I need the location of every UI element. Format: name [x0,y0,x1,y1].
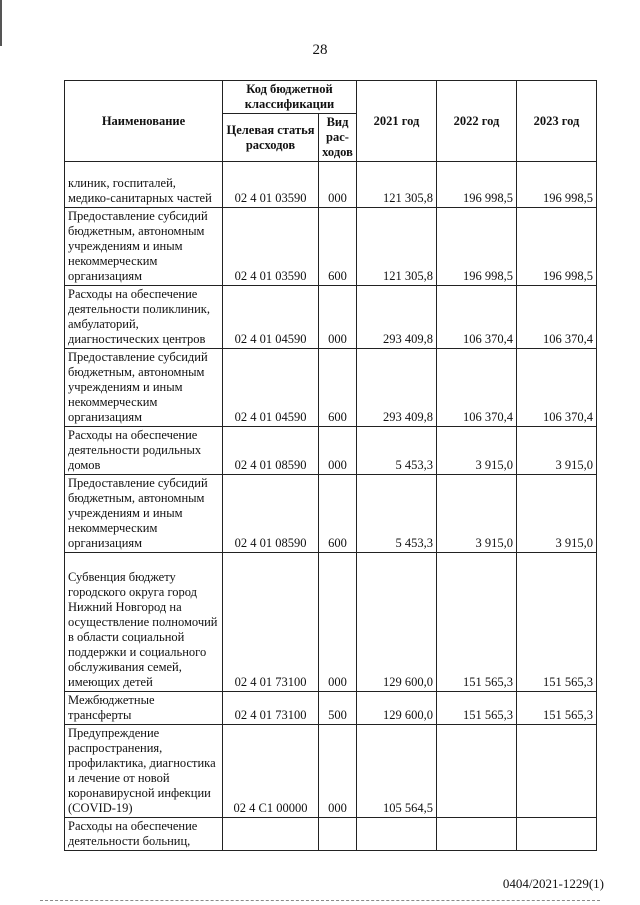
table-row [65,818,597,851]
row-kind: 500 [319,692,357,725]
header-2021: 2021 год [357,81,437,162]
row-2021 [357,818,437,851]
row-kind: 000 [319,553,357,692]
row-2022: 151 565,3 [437,692,517,725]
table-row [65,553,597,692]
row-name: Предупреждение распространения, профилактика, диагностика и лечение от новой коронавирусной инфекции (COVID-19) [65,725,223,818]
header-2023: 2023 год [517,81,597,162]
row-name: Предоставление субсидий бюджетным, автономным учреждениям и иным некоммерческим организациям [65,208,223,286]
row-2022: 106 370,4 [437,286,517,349]
row-2021: 129 600,0 [357,553,437,692]
table-row [65,692,597,725]
row-code: 02 4 01 04590 [223,349,319,427]
row-2023: 196 998,5 [517,208,597,286]
row-2022: 106 370,4 [437,349,517,427]
row-name: Предоставление субсидий бюджетным, автономным учреждениям и иным некоммерческим организациям [65,475,223,553]
row-kind [319,818,357,851]
row-2022 [437,725,517,818]
row-2023 [517,725,597,818]
row-name: Расходы на обеспечение деятельности поликлиник, амбулаторий, диагностических центров [65,286,223,349]
row-2023: 196 998,5 [517,162,597,208]
table-row [65,162,597,208]
row-code [223,818,319,851]
row-2022: 196 998,5 [437,162,517,208]
row-kind: 600 [319,349,357,427]
page-number: 28 [312,42,328,58]
document-code: 0404/2021-1229(1) [502,876,604,891]
row-name: Расходы на обеспечение деятельности больниц, [65,818,223,851]
row-2021: 5 453,3 [357,475,437,553]
scan-edge-mark [0,0,2,46]
table-row [65,286,597,349]
table-row [65,427,597,475]
row-kind: 000 [319,427,357,475]
row-kind: 600 [319,475,357,553]
row-2023 [517,818,597,851]
row-2022: 3 915,0 [437,475,517,553]
row-name: Субвенция бюджету городского округа город Нижний Новгород на осуществление полномочий в области социальной поддержки и социального обслуживания семей, имеющих детей [65,553,223,692]
header-code-group: Код бюджетной классификации [223,81,357,114]
header-expense-type: Вид рас-ходов [319,114,357,162]
row-2021: 293 409,8 [357,286,437,349]
row-kind: 000 [319,162,357,208]
row-code: 02 4 С1 00000 [223,725,319,818]
row-kind: 000 [319,725,357,818]
row-2022: 3 915,0 [437,427,517,475]
table-row [65,725,597,818]
row-code: 02 4 01 08590 [223,427,319,475]
row-2021: 105 564,5 [357,725,437,818]
row-name: Предоставление субсидий бюджетным, автономным учреждениям и иным некоммерческим организациям [65,349,223,427]
row-name: клиник, госпиталей, медико-санитарных частей [65,162,223,208]
row-code: 02 4 01 73100 [223,692,319,725]
table-row [65,208,597,286]
row-2021: 5 453,3 [357,427,437,475]
budget-table [64,80,597,851]
row-code: 02 4 01 04590 [223,286,319,349]
row-code: 02 4 01 03590 [223,162,319,208]
row-2023: 151 565,3 [517,692,597,725]
row-2022: 196 998,5 [437,208,517,286]
header-target-article: Целевая статья расходов [223,114,319,162]
row-code: 02 4 01 03590 [223,208,319,286]
row-2021: 293 409,8 [357,349,437,427]
scan-bottom-noise [40,900,600,902]
row-2023: 106 370,4 [517,349,597,427]
row-kind: 600 [319,208,357,286]
row-2021: 121 305,8 [357,162,437,208]
row-code: 02 4 01 08590 [223,475,319,553]
row-name: Расходы на обеспечение деятельности родильных домов [65,427,223,475]
row-kind: 000 [319,286,357,349]
row-name: Межбюджетные трансферты [65,692,223,725]
row-2021: 121 305,8 [357,208,437,286]
row-2021: 129 600,0 [357,692,437,725]
row-2022 [437,818,517,851]
table-row [65,349,597,427]
header-name: Наименование [65,81,223,162]
row-2023: 106 370,4 [517,286,597,349]
row-2022: 151 565,3 [437,553,517,692]
table-row [65,475,597,553]
row-2023: 3 915,0 [517,475,597,553]
row-2023: 151 565,3 [517,553,597,692]
header-2022: 2022 год [437,81,517,162]
row-code: 02 4 01 73100 [223,553,319,692]
row-2023: 3 915,0 [517,427,597,475]
